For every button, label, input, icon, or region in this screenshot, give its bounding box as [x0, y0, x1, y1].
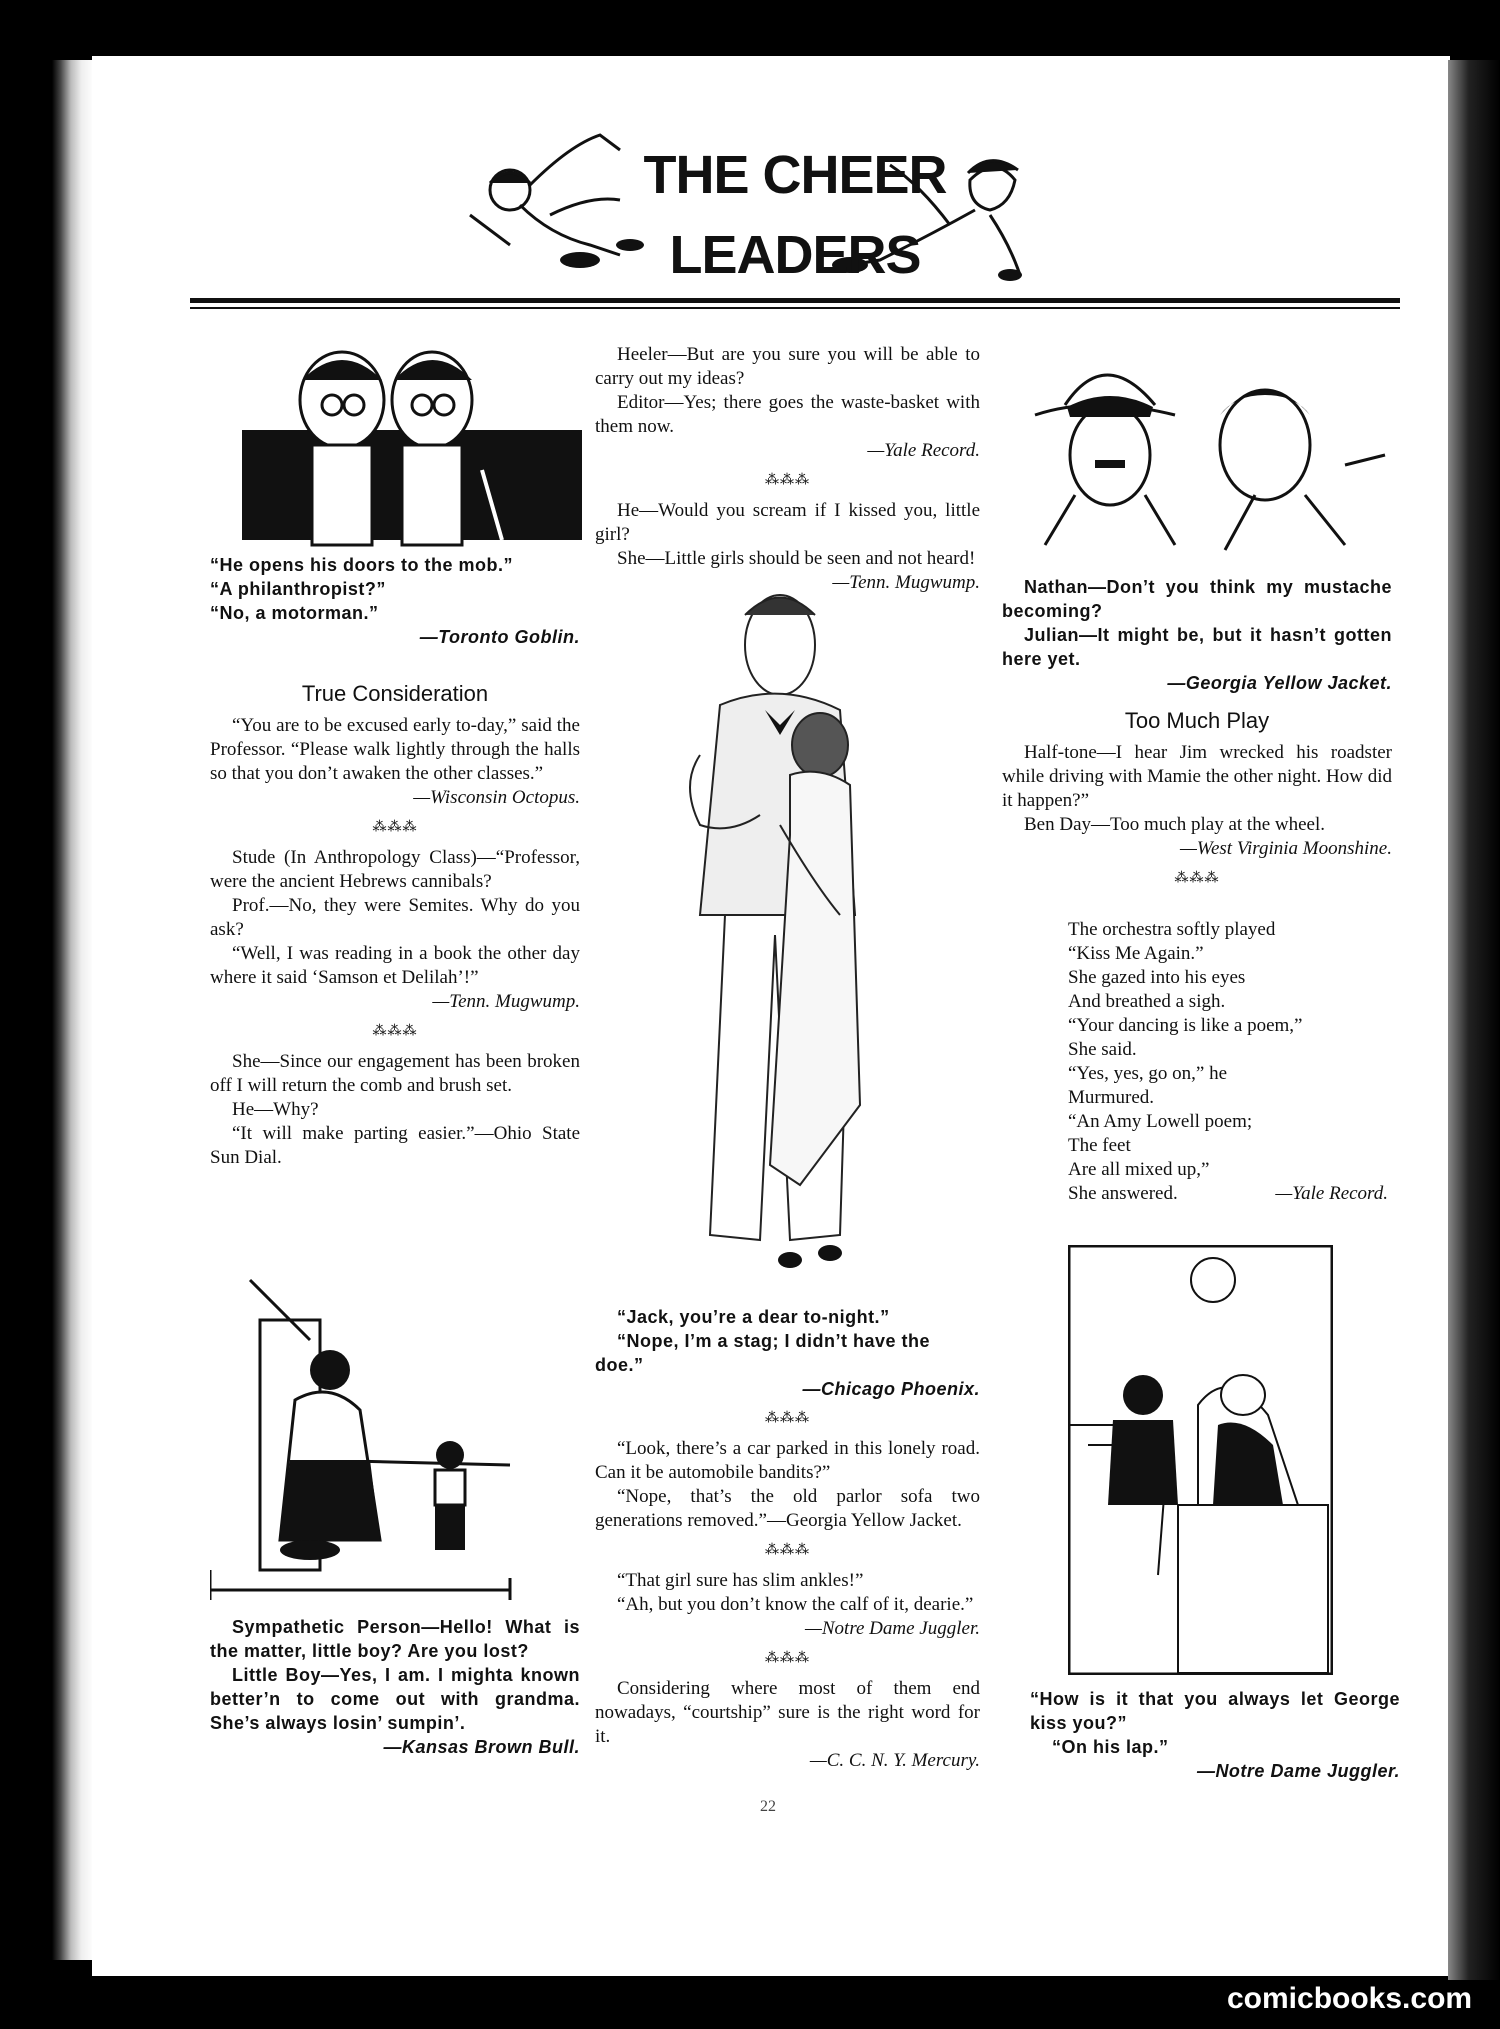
joke-line: Editor—Yes; there goes the waste-basket with them now. [595, 392, 980, 437]
dancing-couple-illustration [640, 585, 910, 1275]
header-rule [190, 298, 1400, 303]
section-heading: Too Much Play [1124, 708, 1270, 733]
joke-line: “A philanthropist?” [210, 579, 386, 599]
attribution: —Tenn. Mugwump. [432, 991, 580, 1012]
poem-line: “An Amy Lowell poem; [1068, 1111, 1253, 1132]
watermark: comicbooks.com [1227, 1982, 1473, 2015]
attribution: —Notre Dame Juggler. [1196, 1761, 1400, 1781]
ornament: ⁂⁂⁂ [372, 820, 418, 835]
ornament: ⁂⁂⁂ [765, 1651, 810, 1666]
poem-line: “Your dancing is like a poem,” [1068, 1015, 1303, 1036]
joke-line: “Nope, that’s the old parlor sofa two generations removed.”—Georgia Yellow Jacket. [595, 1486, 980, 1531]
cartoon-office-girls [1068, 1245, 1333, 1675]
attribution: —Notre Dame Juggler. [804, 1618, 980, 1639]
joke-line: Little Boy—Yes, I am. I mighta known better’n to come out with grandma. She’s always losin’ sumpin’. [210, 1665, 580, 1733]
cartoon-two-men [242, 340, 582, 550]
right-column-top [1002, 575, 1392, 897]
left-joke-5 [210, 1615, 580, 1759]
joke-text: “You are to be excused early to-day,” said the Professor. “Please walk lightly through the halls so that you don’t awaken the other classes.” [210, 715, 580, 784]
ornament: ⁂⁂⁂ [1174, 871, 1220, 886]
joke-line: He—Would you scream if I kissed you, little girl? [595, 500, 980, 545]
page-number: 22 [760, 1798, 776, 1815]
attribution: —Chicago Phoenix. [802, 1379, 980, 1399]
joke-line: “No, a motorman.” [210, 603, 379, 623]
attribution: —Wisconsin Octopus. [413, 787, 580, 808]
poem-line: The feet [1068, 1135, 1131, 1156]
joke-line: Nathan—Don’t you think my mustache becoming? [1002, 577, 1392, 621]
joke-line: Julian—It might be, but it hasn’t gotten here yet. [1002, 625, 1392, 669]
joke-line: “On his lap.” [1052, 1737, 1169, 1757]
left-column-text [210, 668, 580, 1170]
header-rule-thin [190, 307, 1400, 309]
attribution: —Toronto Goblin. [419, 627, 580, 647]
joke-line: “How is it that you always let George kiss you?” [1030, 1689, 1400, 1733]
joke-line: Sympathetic Person—Hello! What is the matter, little boy? Are you lost? [210, 1617, 580, 1661]
poem-line: She answered. [1068, 1183, 1178, 1204]
ornament: ⁂⁂⁂ [765, 1411, 810, 1426]
poem-line: And breathed a sigh. [1068, 991, 1226, 1012]
section-heading: True Consideration [301, 681, 489, 706]
attribution: —C. C. N. Y. Mercury. [809, 1750, 980, 1771]
ornament: ⁂⁂⁂ [372, 1024, 418, 1039]
joke-line: She—Little girls should be seen and not heard! [617, 548, 976, 569]
poem-line: Are all mixed up,” [1068, 1159, 1210, 1180]
joke-line: Heeler—But are you sure you will be able to carry out my ideas? [595, 344, 980, 389]
cartoon-grandma-and-boy [210, 1260, 530, 1600]
joke-line: “It will make parting easier.”—Ohio State Sun Dial. [210, 1123, 580, 1168]
attribution: —Tenn. Mugwump. [832, 572, 980, 593]
joke-line: “He opens his doors to the mob.” [210, 555, 514, 575]
attribution: —Yale Record. [1275, 1183, 1388, 1204]
poem-line: “Kiss Me Again.” [1068, 943, 1204, 964]
joke-line: Considering where most of them end nowadays, “courtship” sure is the right word for it. [595, 1678, 980, 1747]
joke-line: “That girl sure has slim ankles!” [617, 1570, 864, 1591]
cartoon-two-men-mustache [1025, 345, 1395, 555]
left-joke-1 [210, 553, 580, 649]
attribution: —Georgia Yellow Jacket. [1167, 673, 1392, 693]
right-column-bottom [1030, 1687, 1400, 1783]
page-title: THE CHEER LEADERS [643, 145, 947, 285]
middle-column-bottom [595, 1305, 980, 1773]
joke-line: Half-tone—I hear Jim wrecked his roadster while driving with Mamie the other night. How did it happen?” [1002, 742, 1392, 811]
joke-line: She—Since our engagement has been broken off I will return the comb and brush set. [210, 1051, 580, 1096]
ornament: ⁂⁂⁂ [765, 473, 810, 488]
poem-line: The orchestra softly played [1068, 919, 1276, 940]
joke-line: “Ah, but you don’t know the calf of it, dearie.” [617, 1594, 974, 1615]
joke-line: “Nope, I’m a stag; I didn’t have the doe.” [595, 1331, 931, 1375]
middle-column-top [595, 343, 980, 595]
attribution: —Yale Record. [867, 440, 980, 461]
book-gutter [52, 60, 94, 1960]
joke-line: He—Why? [232, 1099, 319, 1120]
joke-line: “Jack, you’re a dear to-night.” [617, 1307, 890, 1327]
joke-line: “Well, I was reading in a book the other day where it said ‘Samson et Delilah’!” [210, 943, 580, 988]
poem-line: She said. [1068, 1039, 1137, 1060]
joke-line: “Look, there’s a car parked in this lonely road. Can it be automobile bandits?” [595, 1438, 980, 1483]
joke-line: Stude (In Anthropology Class)—“Professor, were the ancient Hebrews cannibals? [210, 847, 580, 892]
poem-last-line [1068, 1182, 1388, 1206]
joke-line: Prof.—No, they were Semites. Why do you ask? [210, 895, 580, 940]
poem-line: Murmured. [1068, 1087, 1155, 1108]
attribution: —West Virginia Moonshine. [1180, 838, 1392, 859]
attribution: —Kansas Brown Bull. [383, 1737, 580, 1757]
poem-line: She gazed into his eyes [1068, 967, 1246, 988]
page-edge [1448, 60, 1500, 1980]
poem [1068, 918, 1388, 1206]
ornament: ⁂⁂⁂ [765, 1543, 810, 1558]
joke-line: Ben Day—Too much play at the wheel. [1024, 814, 1326, 835]
poem-line: “Yes, yes, go on,” he [1068, 1063, 1228, 1084]
